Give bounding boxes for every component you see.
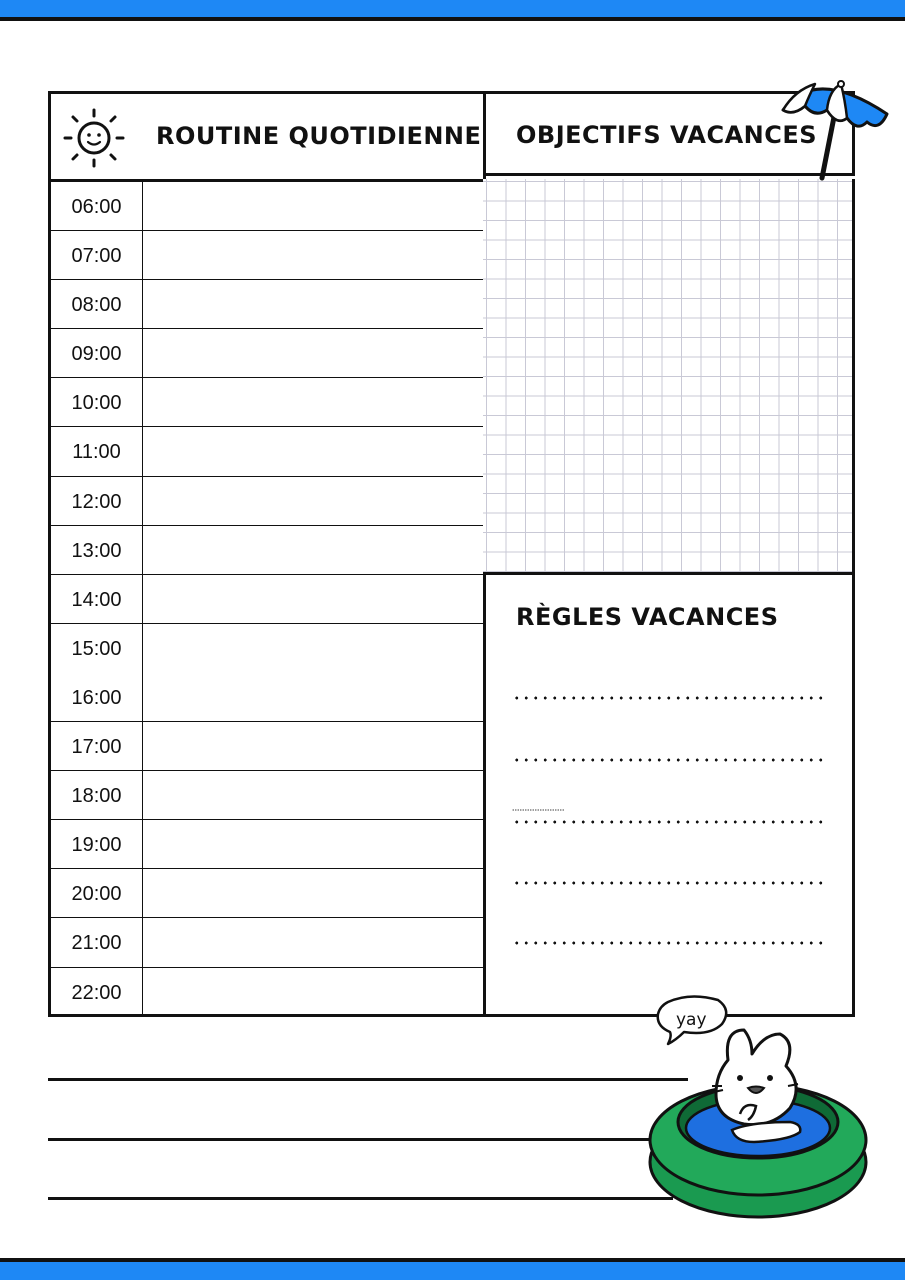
time-label: 07:00	[71, 245, 122, 268]
speech-text: yay	[676, 1010, 707, 1030]
routine-row[interactable]	[51, 968, 483, 1017]
note-line-1[interactable]	[48, 1078, 688, 1081]
time-label: 10:00	[71, 392, 122, 415]
routine-row[interactable]	[51, 427, 483, 476]
time-cell	[51, 280, 143, 328]
time-cell	[51, 968, 143, 1017]
routine-title: ROUTINE QUOTIDIENNE	[156, 122, 482, 150]
routine-row[interactable]	[51, 575, 483, 624]
time-label: 17:00	[71, 736, 122, 759]
routine-row[interactable]	[51, 771, 483, 820]
time-label: 21:00	[71, 932, 122, 955]
time-label: 11:00	[72, 441, 121, 464]
time-label: 20:00	[71, 883, 122, 906]
time-label: 09:00	[71, 343, 122, 366]
time-cell	[51, 427, 143, 475]
bottom-accent-bar	[0, 1258, 905, 1280]
rule-line-2[interactable]	[512, 758, 826, 762]
rules-title: RÈGLES VACANCES	[516, 603, 779, 631]
rule-line-1[interactable]	[512, 696, 826, 700]
time-cell	[51, 329, 143, 377]
top-accent-bar	[0, 0, 905, 21]
rule-line-5[interactable]	[512, 941, 826, 945]
time-label: 18:00	[71, 785, 122, 808]
routine-row[interactable]	[51, 820, 483, 869]
note-line-3[interactable]	[48, 1197, 673, 1200]
time-cell	[51, 820, 143, 868]
time-label: 19:00	[71, 834, 122, 857]
time-cell	[51, 182, 143, 230]
umbrella-icon	[775, 74, 895, 184]
time-cell	[51, 771, 143, 819]
rules-box	[483, 572, 855, 1017]
routine-row[interactable]	[51, 624, 483, 722]
time-cell	[51, 722, 143, 770]
time-cell	[51, 231, 143, 279]
routine-row[interactable]	[51, 869, 483, 918]
time-cell	[51, 624, 143, 721]
time-label: 15:00	[71, 637, 122, 660]
routine-header	[51, 94, 483, 182]
time-label: 16:00	[71, 686, 122, 709]
rule-line-4[interactable]	[512, 881, 826, 885]
routine-row[interactable]	[51, 378, 483, 427]
objectives-title: OBJECTIFS VACANCES	[516, 121, 818, 149]
routine-row[interactable]	[51, 231, 483, 280]
time-cell	[51, 378, 143, 426]
routine-row[interactable]	[51, 182, 483, 231]
time-cell	[51, 918, 143, 966]
routine-row[interactable]	[51, 918, 483, 967]
time-cell	[51, 526, 143, 574]
routine-row[interactable]	[51, 477, 483, 526]
routine-rows	[51, 182, 483, 1017]
daily-routine-table	[48, 91, 486, 1017]
routine-row[interactable]	[51, 329, 483, 378]
time-cell	[51, 477, 143, 525]
time-label: 12:00	[71, 490, 122, 513]
rule-line-fragment	[512, 809, 564, 811]
time-label: 22:00	[71, 981, 122, 1004]
mascot-bunny-icon	[640, 990, 880, 1230]
routine-row[interactable]	[51, 526, 483, 575]
time-label: 14:00	[71, 588, 122, 611]
routine-row[interactable]	[51, 280, 483, 329]
rule-line-3[interactable]	[512, 820, 826, 824]
time-label: 08:00	[71, 294, 122, 317]
objectives-grid[interactable]	[483, 179, 855, 572]
time-label: 13:00	[71, 539, 122, 562]
sun-icon	[61, 104, 127, 170]
note-line-2[interactable]	[48, 1138, 663, 1141]
time-label: 06:00	[71, 196, 122, 218]
routine-row[interactable]	[51, 722, 483, 771]
time-cell	[51, 575, 143, 623]
time-cell	[51, 869, 143, 917]
